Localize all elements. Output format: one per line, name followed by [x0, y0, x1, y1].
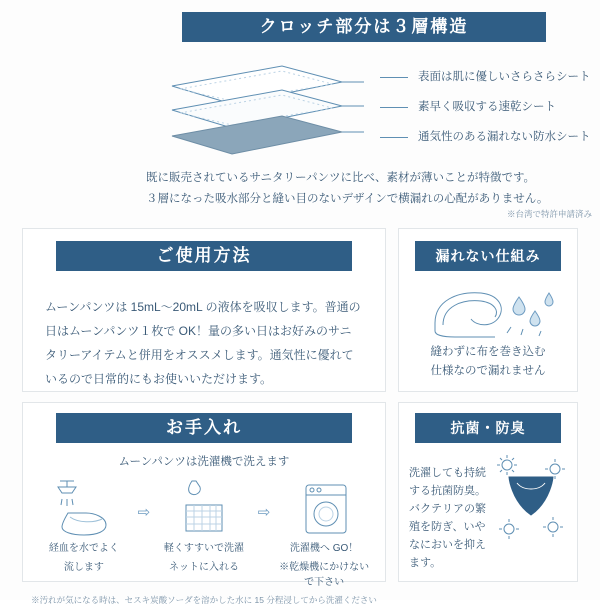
patent-note: ※台湾で特許申請済み: [506, 209, 592, 219]
legend-item: [380, 122, 591, 152]
care-arrow-2: ⇨: [257, 504, 271, 521]
anti-title: 抗菌・防臭: [415, 413, 561, 443]
laundry-net-icon: [156, 475, 252, 537]
anti-body-area: [399, 443, 577, 583]
legend-label: 素早く吸収する速乾シート: [418, 101, 556, 113]
care-step-1-caption-2: 流します: [63, 562, 104, 573]
section-structure: [132, 4, 596, 218]
section-usage: [22, 228, 386, 392]
section-antibacterial: [398, 402, 578, 582]
usage-title: ご使用方法: [56, 241, 352, 271]
section-leak-proof: [398, 228, 578, 392]
structure-note-line-2: ３層になった吸水部分と縫い目のないデザインで横漏れの心配がありません。: [146, 193, 549, 205]
legend-label: 通気性のある漏れない防水シート: [418, 131, 591, 143]
leak-body-line-2: 仕様なので漏れません: [430, 365, 546, 377]
legend-label: 表面は肌に優しいさらさらシート: [418, 71, 591, 83]
care-title: お手入れ: [56, 413, 352, 443]
fabric-fold-droplet-icon: [399, 277, 579, 343]
care-step-3-caption-2: ※乾燥機にかけないで下さい: [279, 562, 370, 588]
care-step-2-caption-2: ネットに入れる: [168, 562, 239, 573]
structure-note-line-1: 既に販売されているサニタリーパンツに比べ、素材が薄いことが特徴です。: [146, 172, 536, 184]
usage-body: ムーンパンツは 15mL〜20mL の液体を吸収します。普通の日はムーンパンツ１枚で OK！量の多い日はお好みのサニタリーアイテムと併用をオススメします。通気性に優れているので日常的にもお使いいただけます。: [45, 300, 361, 386]
legend-item: [380, 92, 591, 122]
care-step-3-caption-1: 洗濯機へ GO！: [289, 543, 359, 554]
leak-illustration-area: [399, 277, 577, 343]
care-step-1-caption-1: 経血を水でよく: [48, 543, 119, 554]
legend-line-icon: [380, 77, 408, 78]
three-layer-sheets-icon: [132, 48, 382, 168]
structure-illustration-area: [132, 48, 596, 168]
legend-line-icon: [380, 137, 408, 138]
anti-illustration-area: [495, 453, 567, 539]
leak-title: 漏れない仕組み: [415, 241, 561, 271]
legend-line-icon: [380, 107, 408, 108]
leak-body-line-1: 縫わずに布を巻き込む: [430, 346, 546, 358]
care-step-3: [276, 475, 372, 590]
legend-item: [380, 62, 591, 92]
care-footnote: ※汚れが気になる時は、セスキ炭酸ソーダを溶かした水に 15 分程浸してから洗濯ください: [31, 595, 377, 605]
care-steps: [23, 475, 385, 590]
care-arrow-1: ⇨: [137, 504, 151, 521]
panty-germ-icon: [495, 453, 567, 543]
care-step-2-caption-1: 軽くすすいで洗濯: [163, 543, 245, 554]
care-subtitle: ムーンパンツは洗濯機で洗えます: [118, 456, 290, 468]
anti-body-text: 洗濯しても持続する抗菌防臭。バクテリアの繁殖を防ぎ、いやなにおいを抑えます。: [409, 467, 486, 569]
structure-legend: [380, 62, 591, 152]
care-step-2: [156, 475, 252, 575]
washing-machine-icon: [276, 475, 372, 537]
shower-icon: [36, 475, 132, 537]
care-step-1: [36, 475, 132, 575]
section-care: [22, 402, 386, 605]
structure-title: クロッチ部分は３層構造: [182, 12, 546, 42]
